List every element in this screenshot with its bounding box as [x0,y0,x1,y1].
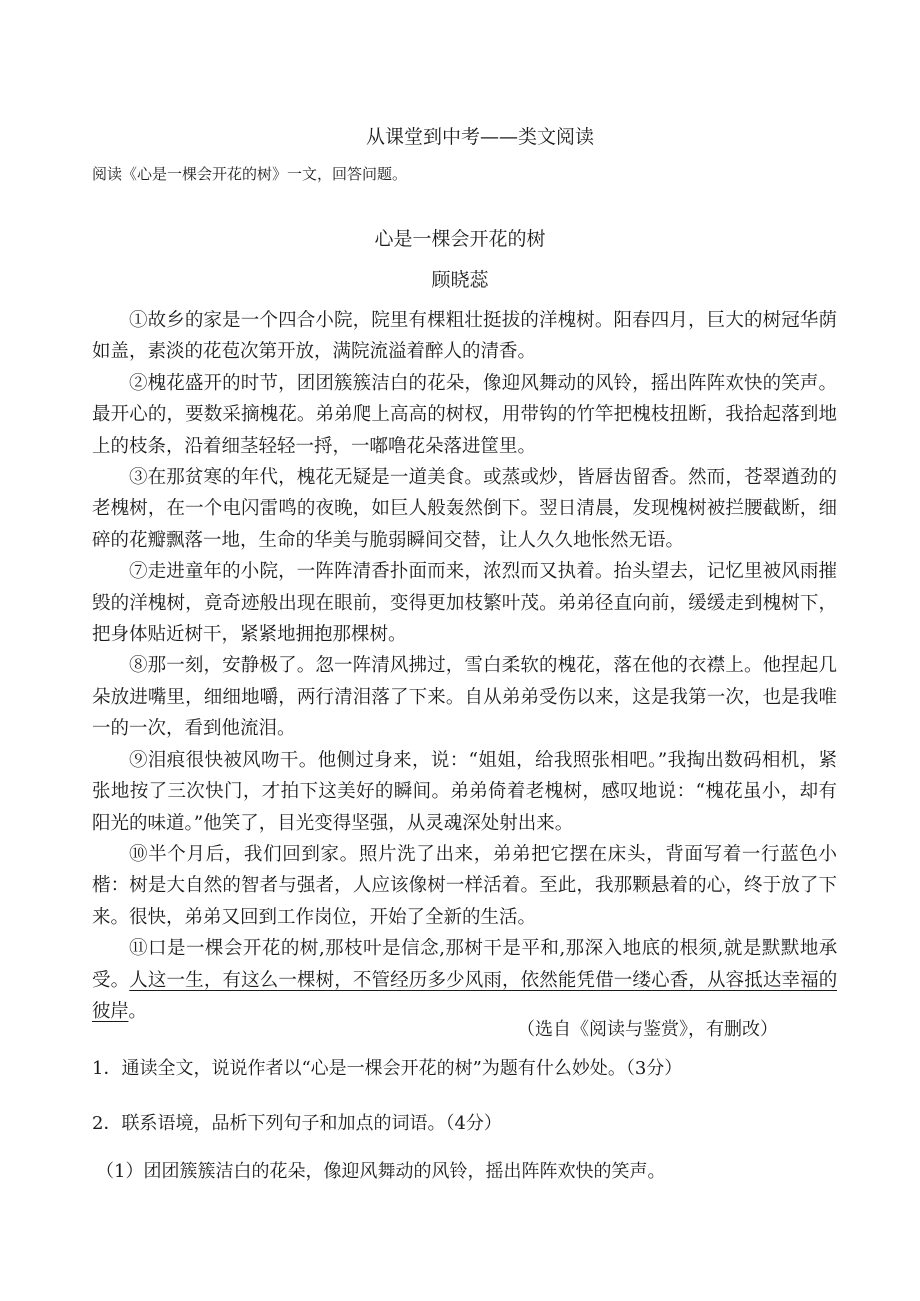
reading-instruction: 阅读《心是一棵会开花的树》一文，回答问题。 [92,165,408,183]
question-2: 2．联系语境，品析下列句子和加点的词语。（4分） [92,1113,502,1134]
essay-paragraph-final [92,933,837,1027]
question-2-part-1: （1）团团簇簇洁白的花朵，像迎风舞动的风铃，摇出阵阵欢快的笑声。 [96,1161,666,1182]
essay-paragraph: ③在那贫寒的年代，槐花无疑是一道美食。或蒸或炒，皆唇齿留香。然而，苍翠遒劲的老槐树，在一个电闪雷鸣的夜晚，如巨人般轰然倒下。翌日清晨，发现槐树被拦腰截断，细碎的花瓣飘落一地，生命的华美与脆弱瞬间交替，让人久久地怅然无语。 [92,467,837,551]
underlined-sentence: 人这一生，有这么一棵树，不管经历多少风雨，依然能凭借一缕心香，从容抵达幸福的彼岸 [92,969,837,1022]
question-1: 1．通读全文，说说作者以“心是一棵会开花的树”为题有什么妙处。（3分） [92,1058,683,1079]
essay-paragraph: ①故乡的家是一个四合小院，院里有棵粗壮挺拔的洋槐树。阳春四月，巨大的树冠华荫如盖，素淡的花苞次第开放，满院流溢着醉人的清香。 [92,310,837,363]
final-paragraph-text: ⑪口是一棵会开花的树,那枝叶是信念,那树干是平和,那深入地底的根须,就是默默地承受。 [92,938,837,991]
essay-paragraph: ⑨泪痕很快被风吻干。他侧过身来，说：“姐姐，给我照张相吧。”我掏出数码相机，紧张地按了三次快门，才拍下这美好的瞬间。弟弟倚着老槐树，感叹地说：“槐花虽小，却有阳光的味道。”他笑了，目光变得坚强，从灵魂深处射出来。 [92,749,837,834]
essay-paragraph: ⑦走进童年的小院，一阵阵清香扑面而来，浓烈而又执着。抬头望去，记忆里被风雨摧毁的洋槐树，竟奇迹般出现在眼前，变得更加枝繁叶茂。弟弟径直向前，缓缓走到槐树下，把身体贴近树干，紧紧地拥抱那棵树。 [92,561,837,646]
essay-author: 顾晓蕊 [431,269,489,291]
essay-title: 心是一棵会开花的树 [374,228,546,250]
source-citation: （选自《阅读与鉴赏》，有删改） [517,1019,778,1040]
essay-paragraph: ②槐花盛开的时节，团团簇簇洁白的花朵，像迎风舞动的风铃，摇出阵阵欢快的笑声。最开心的，要数采摘槐花。弟弟爬上高高的树杈，用带钩的竹竿把槐枝扭断，我拾起落到地上的枝条，沿着细茎轻轻一捋，一嘟噜花朵落进筐里。 [92,372,837,457]
essay-paragraph: ⑩半个月后，我们回到家。照片洗了出来，弟弟把它摆在床头，背面写着一行蓝色小楷：树是大自然的智者与强者，人应该像树一样活着。至此，我那颗悬着的心，终于放了下来。很快，弟弟又回到工作岗位，开始了全新的生活。 [92,843,837,928]
final-paragraph-end: 。 [128,1000,147,1022]
essay-body [92,305,837,1027]
essay-paragraph: ⑧那一刻，安静极了。忽一阵清风拂过，雪白柔软的槐花，落在他的衣襟上。他捏起几朵放进嘴里，细细地嚼，两行清泪落了下来。自从弟弟受伤以来，这是我第一次，也是我唯一的一次，看到他流泪。 [92,655,837,740]
page-title: 从课堂到中考——类文阅读 [365,126,594,148]
